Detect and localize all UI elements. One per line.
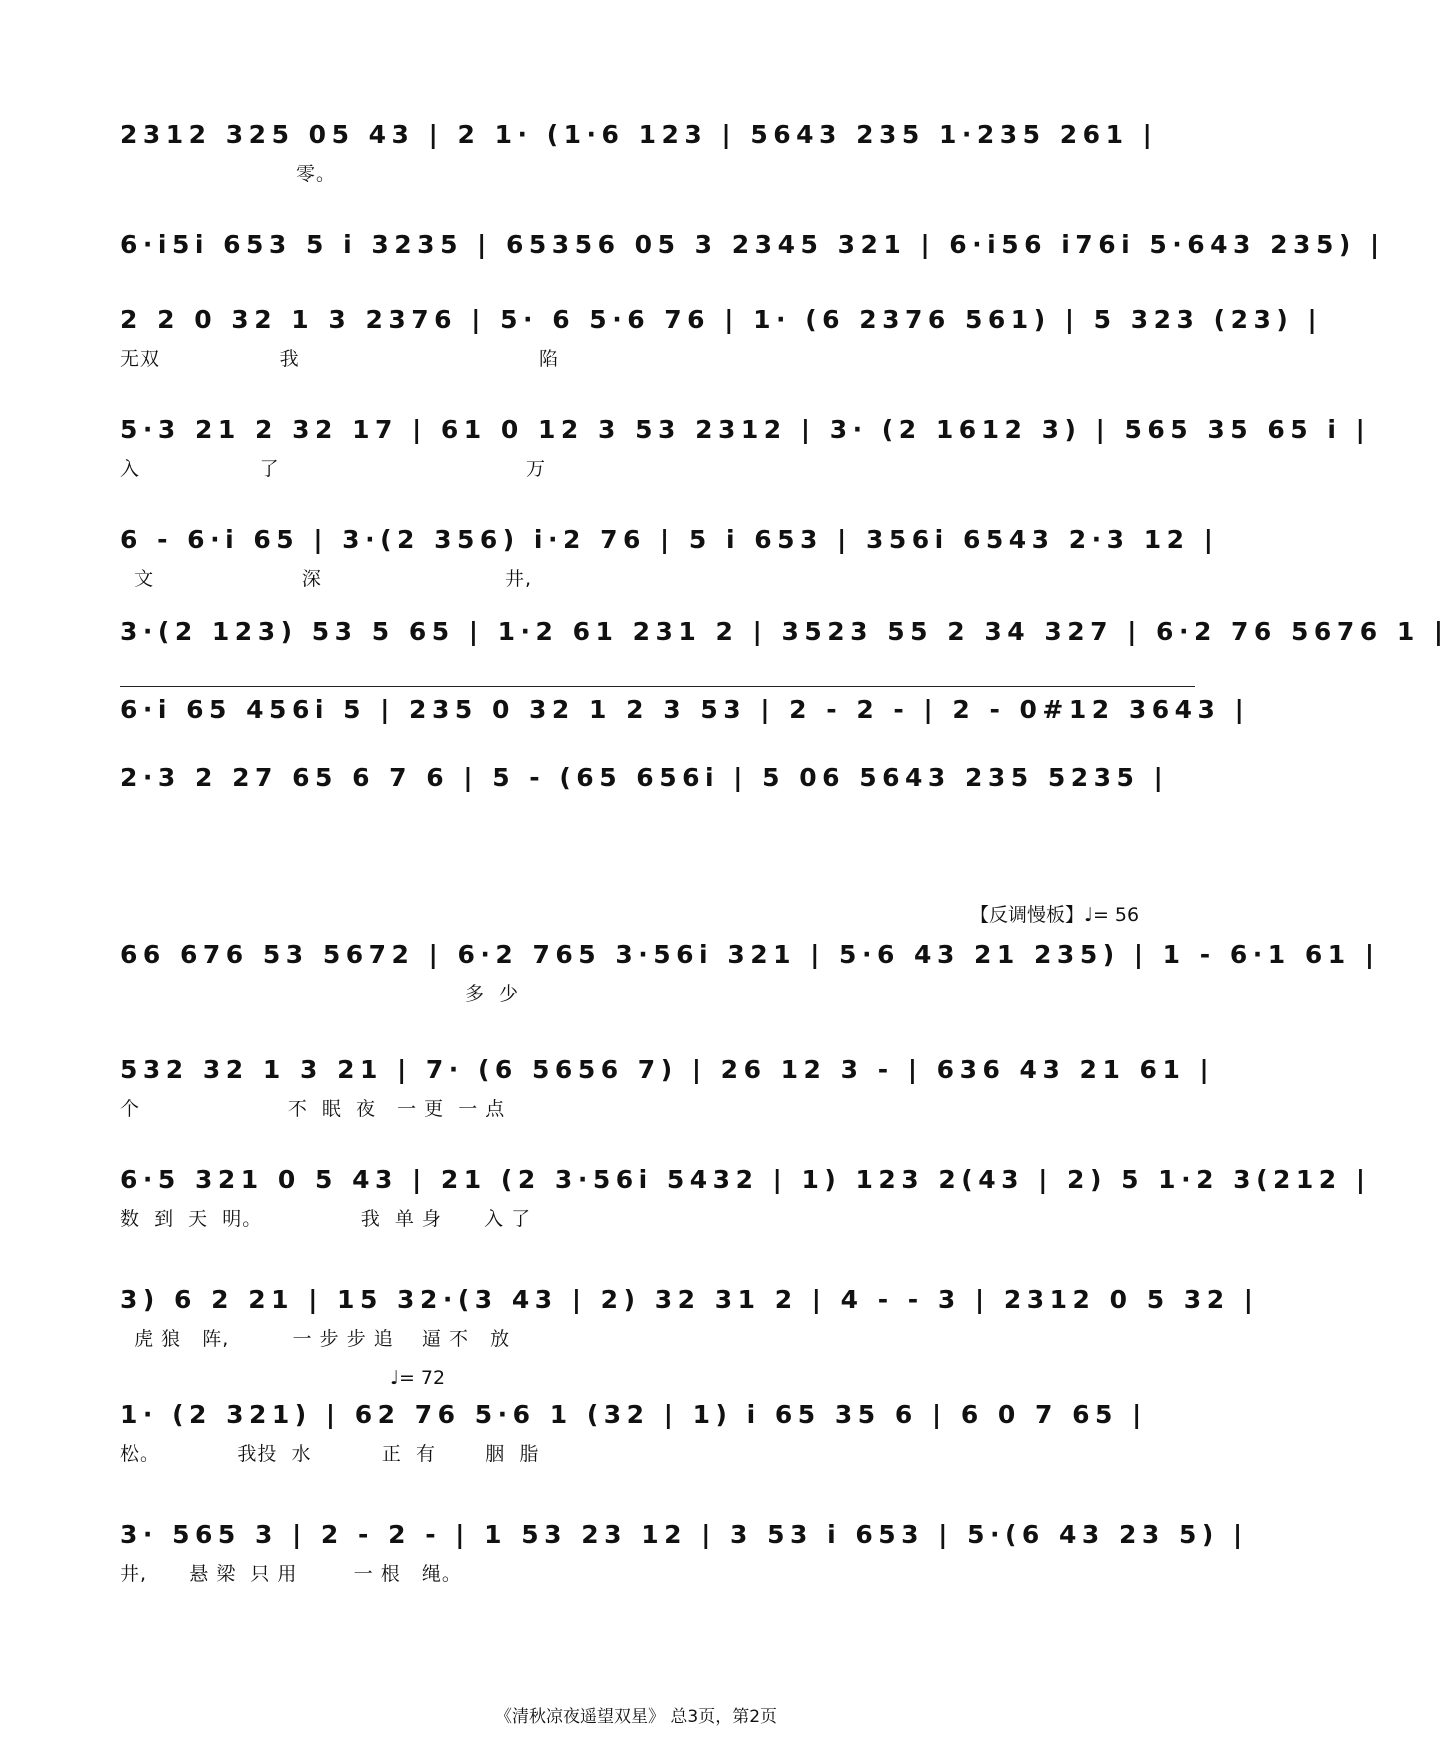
lyrics-line [120,800,1195,834]
tempo-marking-72: ♩= 72 [390,1367,446,1389]
notation-line: 3) 6 2 21 | 15 32·(3 43 | 2) 32 31 2 | 4 - - 3 | 2312 0 5 32 | [120,1285,1259,1314]
lyrics-line: 数 到 天 明。 我 单 身 入 了 [120,1208,532,1230]
lyrics-line [120,267,1195,301]
tempo-marking-slow: 【反调慢板】♩= 56 [970,904,1140,926]
lyrics-line: 个 不 眠 夜 一 更 一 点 [120,1098,506,1120]
notation-line: 6·5 321 0 5 43 | 21 (2 3·56i 5432 | 1) 123 2(43 | 2) 5 1·2 3(212 | [120,1165,1371,1194]
lyrics-line: 松。 我投 水 正 有 胭 脂 [120,1443,540,1465]
notation-line: 2 2 0 32 1 3 2376 | 5· 6 5·6 76 | 1· (6 2376 561) | 5 323 (23) | [120,305,1323,334]
lyrics-line [120,654,1195,688]
notation-line: 2·3 2 27 65 6 7 6 | 5 - (65 656i | 5 06 5643 235 5235 | [120,763,1169,792]
notation-line: 6·i5i 653 5 i 3235 | 65356 05 3 2345 321 | 6·i56 i76i 5·643 235) | [120,230,1385,259]
notation-line: 6·i 65 456i 5 | 235 0 32 1 2 3 53 | 2 - 2 - | 2 - 0#12 3643 | [120,695,1250,724]
notation-line: 1· (2 321) | 62 76 5·6 1 (32 | 1) i 65 35 6 | 6 0 7 65 | [120,1400,1147,1429]
notation-line: 5·3 21 2 32 17 | 61 0 12 3 53 2312 | 3· (2 1612 3) | 565 35 65 i | [120,415,1371,444]
notation-line: 3·(2 123) 53 5 65 | 1·2 61 231 2 | 3523 55 2 34 327 | 6·2 76 5676 1 | [120,617,1449,646]
lyrics-line: 虎 狼 阵, 一 步 步 追 逼 不 放 [120,1328,511,1350]
lyrics-line: 井, 悬 梁 只 用 一 根 绳。 [120,1563,462,1585]
notation-line: 532 32 1 3 21 | 7· (6 5656 7) | 26 12 3 - | 636 43 21 61 | [120,1055,1215,1084]
lyrics-line: 多 少 [120,983,520,1005]
lyrics-line: 零。 [120,163,336,185]
lyrics-line: 文 深 井, [120,568,532,590]
page-footer: 《清秋凉夜遥望双星》 总3页，第2页 [494,1707,778,1727]
lyrics-line: 无双 我 陷 [120,348,560,370]
notation-line: 2312 325 05 43 | 2 1· (1·6 123 | 5643 235 1·235 261 | [120,120,1158,149]
notation-line: 3· 565 3 | 2 - 2 - | 1 53 23 12 | 3 53 i 653 | 5·(6 43 23 5) | [120,1520,1248,1549]
lyrics-line: 入 了 万 [120,458,547,480]
notation-line: 6 - 6·i 65 | 3·(2 356) i·2 76 | 5 i 653 | 356i 6543 2·3 12 | [120,525,1219,554]
notation-line: 66 676 53 5672 | 6·2 765 3·56i 321 | 5·6 43 21 235) | 1 - 6·1 61 | [120,940,1380,969]
